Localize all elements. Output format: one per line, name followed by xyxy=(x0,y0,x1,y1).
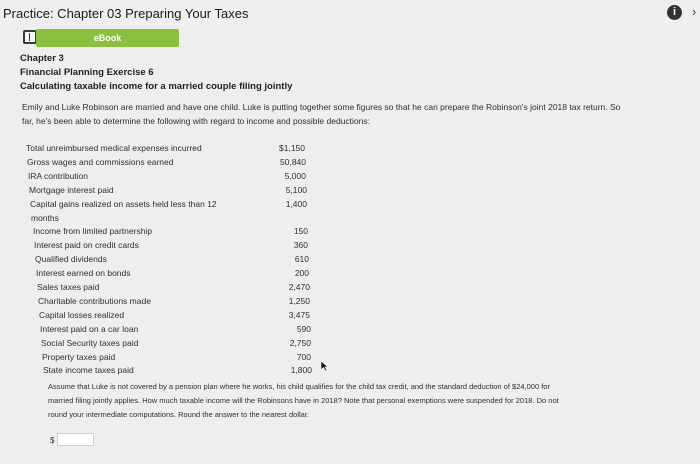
item-label: Income from limited partnership xyxy=(33,226,153,237)
intro-line: far, he's been able to determine the following with regard to income and possible deductions: xyxy=(22,116,370,126)
chevron-right-icon[interactable]: › xyxy=(692,4,697,19)
taxable-income-input[interactable] xyxy=(57,433,94,446)
item-value: 610 xyxy=(294,254,309,265)
item-value: 590 xyxy=(296,323,311,334)
item-value: 5,100 xyxy=(285,184,307,195)
item-label: Property taxes paid xyxy=(42,351,116,362)
info-icon[interactable]: i xyxy=(667,5,682,20)
currency-symbol: $ xyxy=(50,436,55,445)
item-label: Total unreimbursed medical expenses incurred xyxy=(26,143,202,153)
ebook-button[interactable]: eBook xyxy=(36,29,179,47)
exercise-heading: Financial Planning Exercise 6 xyxy=(20,67,154,78)
exercise-subtitle: Calculating taxable income for a married couple filing jointly xyxy=(20,81,293,92)
item-label: months xyxy=(31,212,59,223)
item-value: 200 xyxy=(294,268,309,279)
item-label: Interest paid on credit cards xyxy=(34,240,139,251)
mouse-cursor-icon xyxy=(320,360,329,372)
item-value: 3,475 xyxy=(288,309,310,320)
item-label: Gross wages and commissions earned xyxy=(27,156,174,167)
item-label: Mortgage interest paid xyxy=(29,184,114,195)
item-value: 5,000 xyxy=(284,170,306,181)
item-value: $1,150 xyxy=(279,143,305,153)
question-line: Assume that Luke is not covered by a pension plan where he works, his child qualifies for the child tax credit, and the standard deduction of $24,000 for xyxy=(48,382,550,391)
item-label: Qualified dividends xyxy=(35,254,107,265)
question-text xyxy=(48,380,668,422)
item-label: Capital losses realized xyxy=(39,309,125,320)
question-line: married filing jointly applies. How much taxable income will the Robinsons have in 2018? Note that personal exemptions were suspended for 2018. Do not xyxy=(48,396,559,405)
problem-intro xyxy=(22,100,698,128)
item-value: 150 xyxy=(293,226,308,237)
item-value: 1,250 xyxy=(288,295,310,306)
item-value: 1,400 xyxy=(285,198,307,209)
item-value: 2,470 xyxy=(288,282,310,292)
item-label: Social Security taxes paid xyxy=(41,337,139,348)
item-value: 50,840 xyxy=(280,156,306,167)
item-value: 2,750 xyxy=(289,337,311,348)
page-title: Practice: Chapter 03 Preparing Your Taxes xyxy=(3,6,249,21)
item-label: Sales taxes paid xyxy=(37,282,100,292)
item-label: IRA contribution xyxy=(28,170,89,181)
item-label: State income taxes paid xyxy=(43,365,134,376)
question-line: round your intermediate computations. Round the answer to the nearest dollar. xyxy=(48,410,309,419)
item-label: Interest earned on bonds xyxy=(36,268,131,279)
item-value: 1,800 xyxy=(290,365,312,376)
top-bar xyxy=(0,0,700,26)
chapter-heading: Chapter 3 xyxy=(20,53,64,64)
intro-line: Emily and Luke Robinson are married and have one child. Luke is putting together some figures so that he can prepare the Robinson's joint 2018 tax return. So xyxy=(22,102,621,112)
item-value: 360 xyxy=(293,240,308,251)
item-label: Charitable contributions made xyxy=(38,295,151,306)
item-label: Interest paid on a car loan xyxy=(40,323,139,334)
item-value: 700 xyxy=(296,351,311,362)
book-icon[interactable] xyxy=(23,30,37,44)
item-label: Capital gains realized on assets held less than 12 xyxy=(30,198,217,209)
